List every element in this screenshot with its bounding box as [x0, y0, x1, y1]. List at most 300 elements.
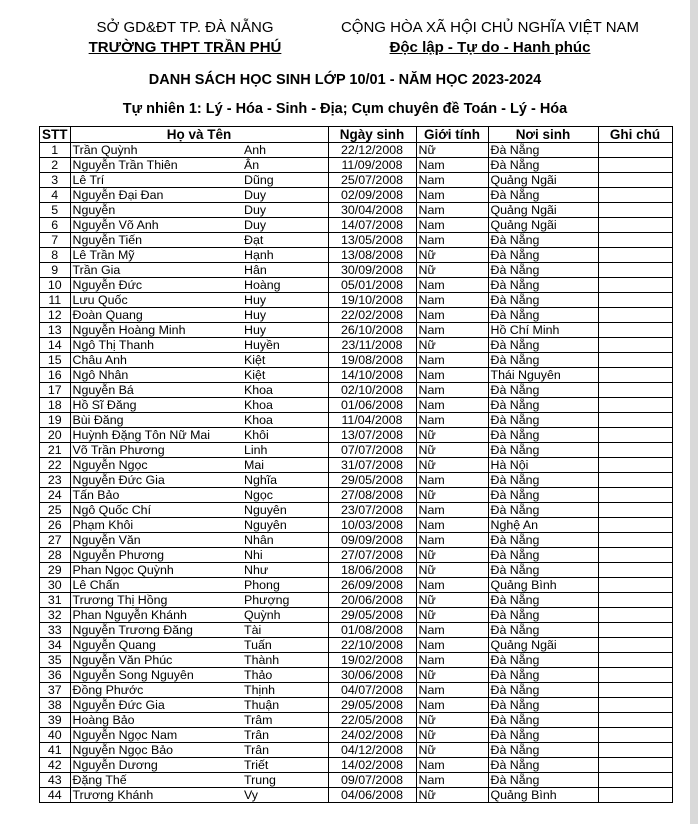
school-header [60, 18, 310, 58]
cell-dob: 25/07/2008 [328, 173, 416, 188]
cell-stt: 29 [40, 563, 71, 578]
cell-note [598, 278, 672, 293]
cell-stt: 28 [40, 548, 71, 563]
cell-stt: 21 [40, 443, 71, 458]
cell-note [598, 293, 672, 308]
cell-note [598, 458, 672, 473]
cell-dob: 29/05/2008 [328, 608, 416, 623]
cell-gender: Nam [416, 383, 488, 398]
cell-stt: 13 [40, 323, 71, 338]
cell-gender: Nam [416, 518, 488, 533]
cell-birthplace: Đà Nẵng [488, 713, 598, 728]
cell-surname: Đồng Phước [70, 683, 242, 698]
table-row [40, 488, 673, 503]
cell-birthplace: Đà Nẵng [488, 278, 598, 293]
cell-stt: 12 [40, 308, 71, 323]
cell-surname: Lê Trí [70, 173, 242, 188]
cell-stt: 18 [40, 398, 71, 413]
cell-note [598, 728, 672, 743]
cell-note [598, 263, 672, 278]
cell-gender: Nam [416, 653, 488, 668]
cell-gender: Nam [416, 473, 488, 488]
cell-gender: Nam [416, 368, 488, 383]
cell-note [598, 503, 672, 518]
cell-given-name: Vy [242, 788, 328, 803]
cell-dob: 07/07/2008 [328, 443, 416, 458]
cell-birthplace: Đà Nẵng [488, 158, 598, 173]
cell-note [598, 308, 672, 323]
cell-stt: 19 [40, 413, 71, 428]
cell-given-name: Khôi [242, 428, 328, 443]
cell-birthplace: Nghệ An [488, 518, 598, 533]
cell-gender: Nữ [416, 143, 488, 158]
cell-stt: 17 [40, 383, 71, 398]
cell-surname: Nguyễn Đại Đan [70, 188, 242, 203]
cell-birthplace: Đà Nẵng [488, 503, 598, 518]
cell-given-name: Ân [242, 158, 328, 173]
cell-birthplace: Đà Nẵng [488, 758, 598, 773]
cell-gender: Nữ [416, 458, 488, 473]
cell-given-name: Huy [242, 293, 328, 308]
cell-birthplace: Đà Nẵng [488, 413, 598, 428]
cell-dob: 30/09/2008 [328, 263, 416, 278]
cell-birthplace: Thái Nguyên [488, 368, 598, 383]
cell-dob: 19/02/2008 [328, 653, 416, 668]
cell-birthplace: Đà Nẵng [488, 668, 598, 683]
header-birthplace: Nơi sinh [488, 127, 598, 143]
cell-birthplace: Đà Nẵng [488, 293, 598, 308]
cell-surname: Nguyễn Trần Thiên [70, 158, 242, 173]
cell-surname: Lê Chấn [70, 578, 242, 593]
cell-dob: 02/09/2008 [328, 188, 416, 203]
cell-surname: Lưu Quốc [70, 293, 242, 308]
cell-note [598, 413, 672, 428]
cell-birthplace: Hồ Chí Minh [488, 323, 598, 338]
cell-dob: 22/02/2008 [328, 308, 416, 323]
cell-dob: 13/07/2008 [328, 428, 416, 443]
header-note: Ghi chú [598, 127, 672, 143]
cell-given-name: Thành [242, 653, 328, 668]
cell-given-name: Tuấn [242, 638, 328, 653]
cell-dob: 19/08/2008 [328, 353, 416, 368]
cell-given-name: Thảo [242, 668, 328, 683]
table-row [40, 683, 673, 698]
cell-stt: 15 [40, 353, 71, 368]
cell-note [598, 218, 672, 233]
cell-given-name: Trung [242, 773, 328, 788]
cell-gender: Nữ [416, 563, 488, 578]
cell-birthplace: Đà Nẵng [488, 398, 598, 413]
cell-gender: Nữ [416, 743, 488, 758]
cell-given-name: Phượng [242, 593, 328, 608]
cell-birthplace: Đà Nẵng [488, 263, 598, 278]
cell-stt: 35 [40, 653, 71, 668]
cell-dob: 20/06/2008 [328, 593, 416, 608]
cell-note [598, 758, 672, 773]
cell-surname: Nguyễn Văn Phúc [70, 653, 242, 668]
cell-surname: Ngô Quốc Chí [70, 503, 242, 518]
cell-gender: Nam [416, 173, 488, 188]
cell-gender: Nữ [416, 428, 488, 443]
cell-birthplace: Đà Nẵng [488, 773, 598, 788]
cell-note [598, 548, 672, 563]
cell-dob: 19/10/2008 [328, 293, 416, 308]
cell-gender: Nam [416, 203, 488, 218]
cell-stt: 1 [40, 143, 71, 158]
cell-stt: 37 [40, 683, 71, 698]
cell-surname: Nguyễn Ngọc [70, 458, 242, 473]
cell-gender: Nữ [416, 713, 488, 728]
cell-stt: 32 [40, 608, 71, 623]
cell-stt: 25 [40, 503, 71, 518]
table-row [40, 458, 673, 473]
cell-gender: Nam [416, 503, 488, 518]
cell-note [598, 233, 672, 248]
table-row [40, 263, 673, 278]
table-row [40, 188, 673, 203]
cell-note [598, 473, 672, 488]
cell-dob: 29/05/2008 [328, 473, 416, 488]
cell-surname: Đoàn Quang [70, 308, 242, 323]
cell-stt: 8 [40, 248, 71, 263]
table-row [40, 578, 673, 593]
cell-gender: Nữ [416, 443, 488, 458]
table-row [40, 233, 673, 248]
cell-dob: 22/10/2008 [328, 638, 416, 653]
table-header-row [40, 127, 673, 143]
school-name: TRƯỜNG THPT TRẦN PHÚ [88, 39, 282, 56]
table-row [40, 338, 673, 353]
cell-stt: 33 [40, 623, 71, 638]
cell-surname: Nguyễn Phương [70, 548, 242, 563]
cell-gender: Nữ [416, 548, 488, 563]
cell-dob: 30/06/2008 [328, 668, 416, 683]
cell-dob: 22/05/2008 [328, 713, 416, 728]
cell-gender: Nữ [416, 263, 488, 278]
cell-birthplace: Hà Nội [488, 458, 598, 473]
cell-surname: Hoàng Bảo [70, 713, 242, 728]
cell-dob: 11/09/2008 [328, 158, 416, 173]
cell-surname: Trần Gia [70, 263, 242, 278]
table-row [40, 728, 673, 743]
cell-gender: Nam [416, 158, 488, 173]
table-row [40, 788, 673, 803]
cell-note [598, 698, 672, 713]
cell-birthplace: Đà Nẵng [488, 548, 598, 563]
cell-given-name: Nguyên [242, 518, 328, 533]
table-row [40, 443, 673, 458]
table-row [40, 638, 673, 653]
cell-gender: Nữ [416, 668, 488, 683]
cell-stt: 31 [40, 593, 71, 608]
cell-birthplace: Đà Nẵng [488, 353, 598, 368]
cell-gender: Nam [416, 533, 488, 548]
cell-birthplace: Quảng Ngãi [488, 203, 598, 218]
cell-stt: 10 [40, 278, 71, 293]
table-row [40, 593, 673, 608]
table-row [40, 398, 673, 413]
cell-gender: Nam [416, 623, 488, 638]
cell-given-name: Khoa [242, 398, 328, 413]
cell-gender: Nữ [416, 488, 488, 503]
cell-birthplace: Quảng Ngãi [488, 173, 598, 188]
cell-dob: 14/10/2008 [328, 368, 416, 383]
national-motto: Độc lập - Tự do - Hanh phúc [389, 39, 591, 56]
cell-dob: 04/07/2008 [328, 683, 416, 698]
header-gender: Giới tính [416, 127, 488, 143]
cell-given-name: Hân [242, 263, 328, 278]
cell-dob: 29/05/2008 [328, 698, 416, 713]
table-row [40, 533, 673, 548]
table-row [40, 668, 673, 683]
table-row [40, 143, 673, 158]
cell-birthplace: Đà Nẵng [488, 473, 598, 488]
cell-stt: 14 [40, 338, 71, 353]
cell-birthplace: Đà Nẵng [488, 623, 598, 638]
cell-gender: Nam [416, 413, 488, 428]
cell-dob: 26/10/2008 [328, 323, 416, 338]
cell-given-name: Triết [242, 758, 328, 773]
cell-given-name: Nhân [242, 533, 328, 548]
cell-surname: Bùi Đăng [70, 413, 242, 428]
table-row [40, 203, 673, 218]
cell-dob: 27/07/2008 [328, 548, 416, 563]
cell-dob: 23/07/2008 [328, 503, 416, 518]
cell-stt: 20 [40, 428, 71, 443]
cell-gender: Nam [416, 233, 488, 248]
cell-stt: 39 [40, 713, 71, 728]
cell-dob: 09/07/2008 [328, 773, 416, 788]
table-row [40, 758, 673, 773]
cell-surname: Trần Quỳnh [70, 143, 242, 158]
cell-stt: 42 [40, 758, 71, 773]
table-row [40, 158, 673, 173]
table-row [40, 293, 673, 308]
cell-stt: 16 [40, 368, 71, 383]
cell-note [598, 158, 672, 173]
cell-gender: Nam [416, 773, 488, 788]
cell-dob: 13/05/2008 [328, 233, 416, 248]
cell-stt: 27 [40, 533, 71, 548]
cell-birthplace: Đà Nẵng [488, 188, 598, 203]
cell-note [598, 368, 672, 383]
cell-note [598, 638, 672, 653]
header-name: Họ và Tên [70, 127, 328, 143]
cell-gender: Nữ [416, 728, 488, 743]
cell-given-name: Mai [242, 458, 328, 473]
table-row [40, 473, 673, 488]
cell-stt: 41 [40, 743, 71, 758]
cell-stt: 30 [40, 578, 71, 593]
cell-stt: 26 [40, 518, 71, 533]
cell-given-name: Duy [242, 203, 328, 218]
cell-surname: Nguyễn Văn [70, 533, 242, 548]
cell-note [598, 248, 672, 263]
cell-given-name: Khoa [242, 413, 328, 428]
cell-dob: 14/02/2008 [328, 758, 416, 773]
cell-stt: 2 [40, 158, 71, 173]
cell-note [598, 533, 672, 548]
cell-note [598, 593, 672, 608]
cell-note [598, 428, 672, 443]
table-row [40, 383, 673, 398]
cell-surname: Nguyễn Hoàng Minh [70, 323, 242, 338]
cell-given-name: Thuận [242, 698, 328, 713]
cell-given-name: Dũng [242, 173, 328, 188]
cell-note [598, 623, 672, 638]
cell-birthplace: Quảng Bình [488, 788, 598, 803]
cell-stt: 5 [40, 203, 71, 218]
table-row [40, 308, 673, 323]
cell-given-name: Hạnh [242, 248, 328, 263]
student-table [39, 126, 673, 803]
cell-surname: Nguyễn Quang [70, 638, 242, 653]
cell-surname: Nguyễn [70, 203, 242, 218]
cell-gender: Nam [416, 278, 488, 293]
cell-dob: 01/08/2008 [328, 623, 416, 638]
cell-stt: 23 [40, 473, 71, 488]
cell-surname: Nguyễn Ngọc Bảo [70, 743, 242, 758]
cell-note [598, 713, 672, 728]
table-row [40, 503, 673, 518]
cell-gender: Nam [416, 293, 488, 308]
cell-gender: Nam [416, 398, 488, 413]
table-row [40, 368, 673, 383]
cell-given-name: Nghĩa [242, 473, 328, 488]
cell-note [598, 743, 672, 758]
cell-stt: 24 [40, 488, 71, 503]
cell-note [598, 578, 672, 593]
table-row [40, 428, 673, 443]
cell-given-name: Huy [242, 308, 328, 323]
cell-surname: Lê Trần Mỹ [70, 248, 242, 263]
cell-note [598, 383, 672, 398]
page-edge [690, 0, 698, 824]
cell-dob: 02/10/2008 [328, 383, 416, 398]
cell-stt: 11 [40, 293, 71, 308]
header-dob: Ngày sinh [328, 127, 416, 143]
cell-gender: Nữ [416, 248, 488, 263]
cell-given-name: Quỳnh [242, 608, 328, 623]
cell-stt: 34 [40, 638, 71, 653]
table-row [40, 248, 673, 263]
cell-surname: Đặng Thế [70, 773, 242, 788]
cell-given-name: Duy [242, 218, 328, 233]
cell-stt: 36 [40, 668, 71, 683]
cell-given-name: Kiệt [242, 353, 328, 368]
cell-surname: Nguyễn Ngọc Nam [70, 728, 242, 743]
cell-dob: 10/03/2008 [328, 518, 416, 533]
cell-given-name: Trân [242, 728, 328, 743]
cell-birthplace: Đà Nẵng [488, 428, 598, 443]
table-row [40, 653, 673, 668]
cell-given-name: Phong [242, 578, 328, 593]
cell-stt: 9 [40, 263, 71, 278]
table-row [40, 353, 673, 368]
cell-surname: Châu Anh [70, 353, 242, 368]
cell-given-name: Huy [242, 323, 328, 338]
cell-gender: Nam [416, 638, 488, 653]
cell-given-name: Trân [242, 743, 328, 758]
cell-note [598, 668, 672, 683]
cell-dob: 09/09/2008 [328, 533, 416, 548]
cell-note [598, 173, 672, 188]
table-row [40, 623, 673, 638]
cell-surname: Tấn Bảo [70, 488, 242, 503]
cell-dob: 14/07/2008 [328, 218, 416, 233]
cell-gender: Nam [416, 698, 488, 713]
table-row [40, 218, 673, 233]
cell-gender: Nam [416, 683, 488, 698]
table-row [40, 278, 673, 293]
cell-dob: 04/06/2008 [328, 788, 416, 803]
cell-birthplace: Đà Nẵng [488, 248, 598, 263]
cell-given-name: Duy [242, 188, 328, 203]
cell-gender: Nam [416, 323, 488, 338]
cell-birthplace: Đà Nẵng [488, 653, 598, 668]
cell-birthplace: Đà Nẵng [488, 563, 598, 578]
table-row [40, 698, 673, 713]
cell-birthplace: Đà Nẵng [488, 308, 598, 323]
cell-surname: Hồ Sĩ Đăng [70, 398, 242, 413]
cell-surname: Phan Ngọc Quỳnh [70, 563, 242, 578]
cell-gender: Nam [416, 353, 488, 368]
cell-surname: Nguyễn Song Nguyên [70, 668, 242, 683]
cell-given-name: Khoa [242, 383, 328, 398]
cell-gender: Nam [416, 758, 488, 773]
table-row [40, 548, 673, 563]
cell-birthplace: Quảng Bình [488, 578, 598, 593]
cell-note [598, 788, 672, 803]
cell-stt: 44 [40, 788, 71, 803]
cell-dob: 13/08/2008 [328, 248, 416, 263]
cell-given-name: Linh [242, 443, 328, 458]
national-title: CỘNG HÒA XÃ HỘI CHỦ NGHĨA VIỆT NAM [340, 19, 640, 36]
cell-surname: Nguyễn Võ Anh [70, 218, 242, 233]
cell-given-name: Nhi [242, 548, 328, 563]
cell-given-name: Huyền [242, 338, 328, 353]
table-row [40, 413, 673, 428]
cell-birthplace: Đà Nẵng [488, 608, 598, 623]
cell-note [598, 398, 672, 413]
cell-note [598, 608, 672, 623]
header-stt: STT [40, 127, 71, 143]
cell-given-name: Đạt [242, 233, 328, 248]
cell-gender: Nam [416, 308, 488, 323]
cell-surname: Nguyễn Đức [70, 278, 242, 293]
cell-stt: 3 [40, 173, 71, 188]
cell-dob: 31/07/2008 [328, 458, 416, 473]
cell-surname: Nguyễn Đức Gia [70, 473, 242, 488]
cell-given-name: Thịnh [242, 683, 328, 698]
cell-surname: Nguyễn Đức Gia [70, 698, 242, 713]
cell-given-name: Nguyên [242, 503, 328, 518]
cell-note [598, 683, 672, 698]
cell-gender: Nam [416, 188, 488, 203]
cell-dob: 05/01/2008 [328, 278, 416, 293]
cell-given-name: Anh [242, 143, 328, 158]
cell-gender: Nữ [416, 338, 488, 353]
national-header [330, 18, 650, 58]
cell-birthplace: Đà Nẵng [488, 383, 598, 398]
cell-surname: Nguyễn Trương Đăng [70, 623, 242, 638]
cell-birthplace: Đà Nẵng [488, 683, 598, 698]
cell-stt: 38 [40, 698, 71, 713]
cell-dob: 23/11/2008 [328, 338, 416, 353]
cell-dob: 11/04/2008 [328, 413, 416, 428]
cell-given-name: Tài [242, 623, 328, 638]
cell-stt: 7 [40, 233, 71, 248]
